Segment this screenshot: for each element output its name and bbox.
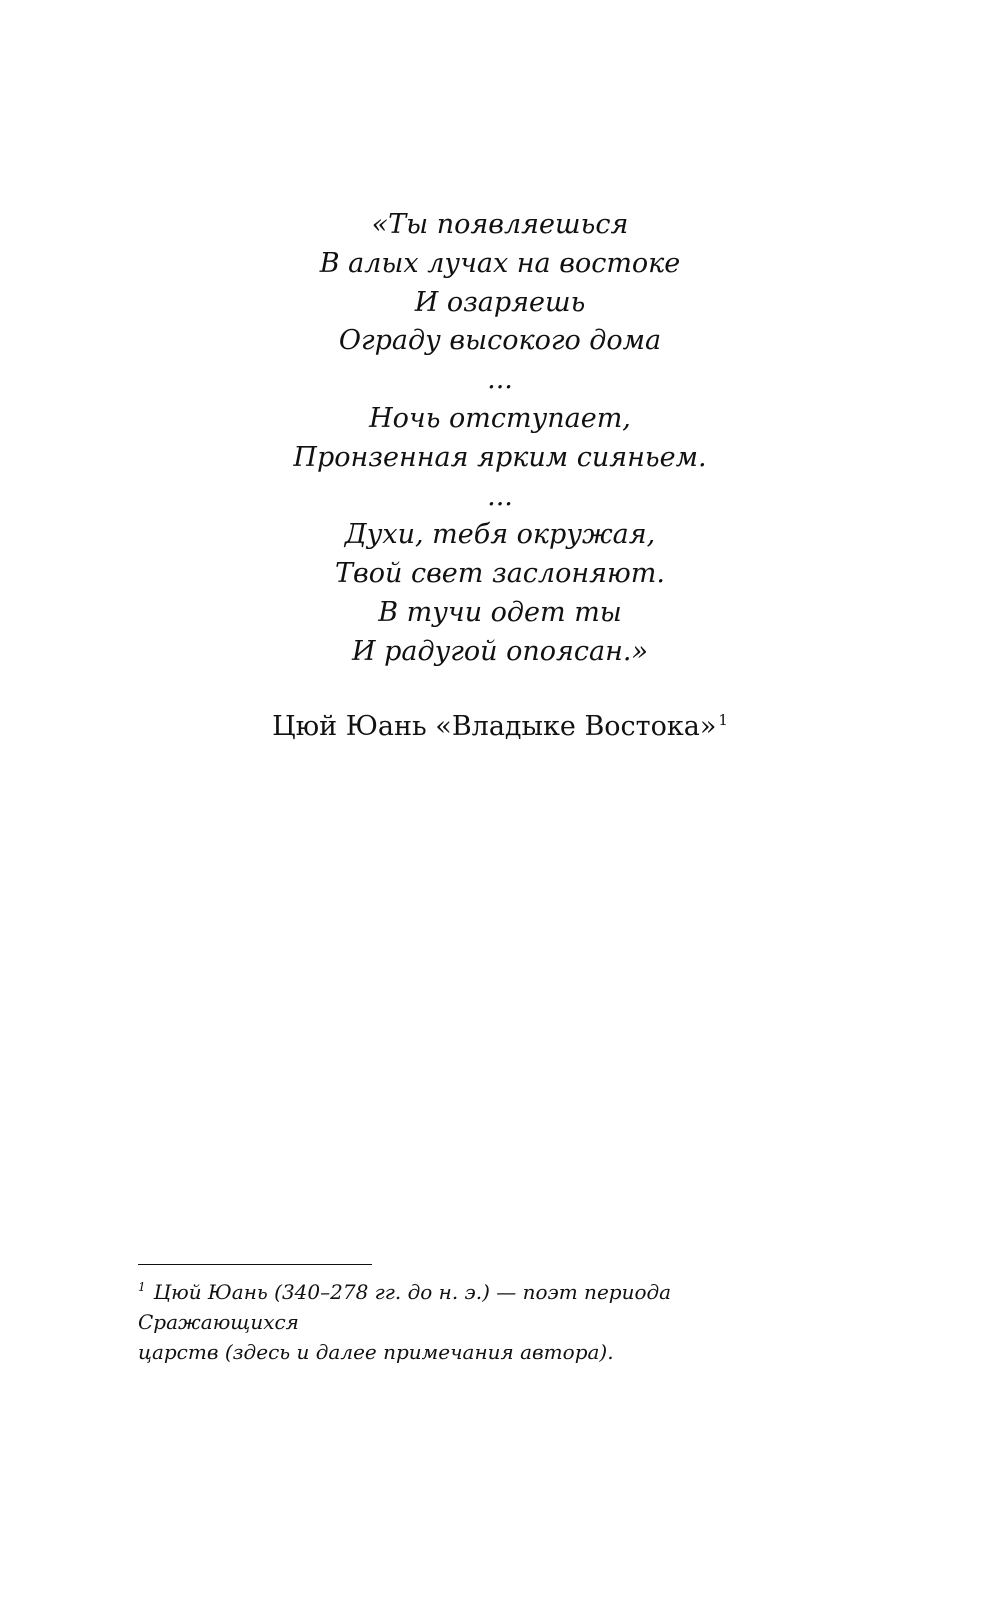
poem-line: В алых лучах на востоке (319, 247, 681, 279)
footnote-text-line-2: царств (здесь и далее примечания автора). (138, 1340, 614, 1364)
footnote (138, 1277, 838, 1367)
poem-line: Пронзенная ярким сияньем. (293, 441, 707, 473)
poem-line: Твой свет заслоняют. (335, 558, 665, 590)
poem-attribution (0, 708, 1000, 746)
footnote-text-line-1: Цюй Юань (340–278 гг. до н. э.) — поэт периода Сражающихся (138, 1280, 672, 1334)
poem-line: «Ты появляешься (371, 209, 629, 240)
poem-line: Духи, тебя окружая, (344, 519, 656, 551)
footnote-divider (138, 1264, 372, 1265)
footnote-reference[interactable]: 1 (718, 711, 728, 729)
poem-line: Ночь отступает, (369, 402, 631, 434)
poem-line: В тучи одет ты (378, 596, 622, 628)
poem-line: И озаряешь (414, 286, 586, 318)
poem-line: Ограду высокого дома (338, 325, 662, 357)
poem-ellipsis: ... (487, 480, 513, 512)
poem-ellipsis: ... (487, 364, 513, 396)
poem (0, 206, 1000, 672)
poem-line: И радугой опоясан.» (351, 635, 649, 667)
attribution-text: Цюй Юань «Владыке Востока» (272, 711, 717, 742)
footnote-marker: 1 (138, 1280, 146, 1295)
